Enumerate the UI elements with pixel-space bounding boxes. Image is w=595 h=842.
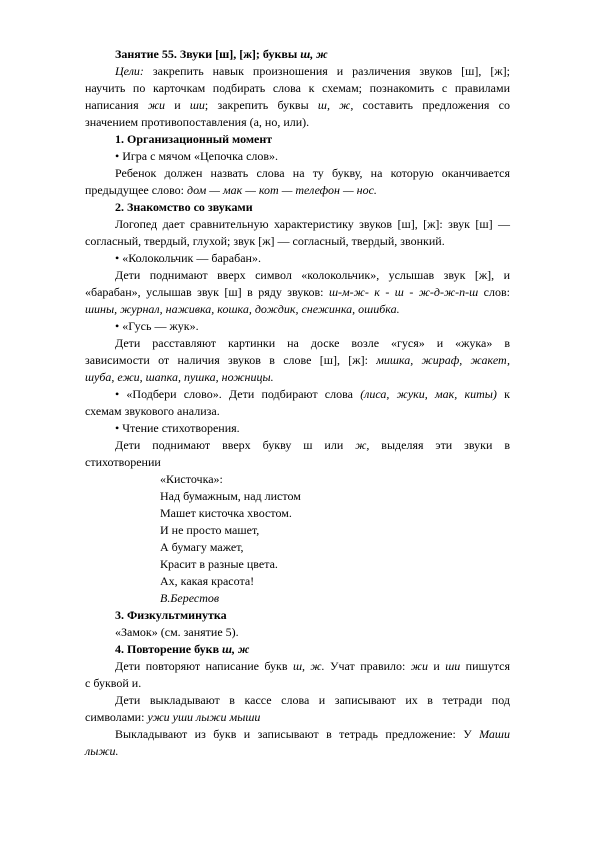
section-2-para-1: Логопед дает сравнительную характеристику звуков [ш], [ж]: звук [ш] — [115, 217, 510, 231]
section-2-heading: 2. Знакомство со звуками [115, 200, 253, 214]
text: «барабан», услышав звук [ш] в ряду звуков: [85, 285, 329, 299]
section-4-para-1 [85, 658, 510, 675]
lesson-content [85, 46, 510, 760]
poem-author: В.Берестов [160, 591, 220, 605]
text: выделяя эти звуки в [369, 438, 510, 452]
section-4-para-6: лыжи. [85, 744, 119, 758]
text: зависимости от наличия звуков в слове [ш], [ж]: [85, 353, 377, 367]
word-list: ужи уши лыжи мыши [147, 710, 261, 724]
text: Дети поднимают вверх букву ш или [115, 438, 356, 452]
text: предыдущее слово: [85, 183, 187, 197]
bullet-pick-word [85, 386, 510, 403]
heading-text: 4. Повторение букв [115, 642, 223, 656]
sound-row: ш-м-ж- к - ш - ж-д-ж-п-ш [328, 285, 479, 299]
section-4-para-4 [85, 709, 510, 726]
word-chain: дом — мак — кот — телефон — нос. [187, 183, 377, 197]
name: Маши [479, 727, 510, 741]
bell-drum-words: шины, журнал, наживка, кошка, дождик, снежинка, ошибка. [85, 302, 400, 316]
text: • «Подбери слово». Дети подбирают слова [115, 387, 361, 401]
section-4-para-5 [85, 726, 510, 743]
lesson-title-letters: ш, ж [300, 47, 328, 61]
text: Дети повторяют написание букв [115, 659, 293, 673]
section-3-heading: 3. Физкультминутка [115, 608, 227, 622]
syllable: ши [445, 659, 461, 673]
bullet-poem-reading: • Чтение стихотворения. [115, 421, 240, 435]
section-1-bullet: • Игра с мячом «Цепочка слов». [115, 149, 279, 163]
goals-line-2: научить по карточкам подбирать слова к схемам; познакомить с правилами [85, 81, 510, 95]
goals-italic: ши [189, 98, 205, 112]
goals-line-3 [85, 97, 510, 114]
bullet-goose-beetle: • «Гусь — жук». [115, 319, 199, 333]
text: символами: [85, 710, 148, 724]
bell-drum-para-2 [85, 284, 510, 301]
section-4-para-3: Дети выкладывают в кассе слова и записывают их в тетради под [115, 693, 510, 707]
poem [160, 471, 510, 607]
poem-reading-para-1 [85, 437, 510, 454]
goals-italic: жи [147, 98, 165, 112]
text: Выкладывают из букв и записывают в тетрадь предложение: У [115, 727, 480, 741]
poem-line: И не просто машет, [160, 523, 260, 537]
goose-beetle-para-1: Дети расставляют картинки на доске возле «гуся» и «жука» в [115, 336, 510, 350]
poem-line: Ах, какая красота! [160, 574, 255, 588]
section-1-para-1: Ребенок должен назвать слова на ту букву, на которую оканчивается [115, 166, 510, 180]
heading-letters: ш, ж [222, 642, 250, 656]
poem-reading-para-2: стихотворении [85, 455, 161, 469]
section-1-para-2 [85, 182, 510, 199]
bullet-bell-drum: • «Колокольчик — барабан». [115, 251, 261, 265]
goals-line-4: значением противопоставления (а, но, или). [85, 115, 310, 129]
goals-text: ; закрепить буквы [204, 98, 318, 112]
goose-beetle-para-2 [85, 352, 510, 369]
word-list: мишка, жираф, жакет, [376, 353, 510, 367]
section-2-para-2: согласный, твердый, глухой; звук [ж] — согласный, твердый, звонкий. [85, 234, 445, 248]
text: и [427, 659, 446, 673]
goals-italic: ш, ж, [317, 98, 354, 112]
syllable: жи [410, 659, 428, 673]
section-4-para-2: с буквой и. [85, 676, 142, 690]
letter: ж, [355, 438, 370, 452]
section-1-heading: 1. Организационный момент [115, 132, 273, 146]
poem-line: Над бумажным, над листом [160, 489, 301, 503]
text: пишутся [460, 659, 510, 673]
goals-text: составить предложения со [353, 98, 510, 112]
section-3-para: «Замок» (см. занятие 5). [115, 625, 239, 639]
poem-line: Машет кисточка хвостом. [160, 506, 292, 520]
poem-line: А бумагу мажет, [160, 540, 244, 554]
goals-text: закрепить навык произношения и различения звуков [ш], [ж]; [143, 64, 510, 78]
goose-beetle-words: шуба, ежи, шапка, пушка, ножницы. [85, 370, 274, 384]
word-list: (лиса, жуки, мак, киты) [360, 387, 497, 401]
text: к [496, 387, 510, 401]
section-4-heading [85, 641, 510, 658]
poem-title: «Кисточка»: [160, 472, 223, 486]
goals-line-1 [85, 63, 510, 80]
pick-word-para-2: схемам звукового анализа. [85, 404, 220, 418]
goals-label: Цели: [115, 64, 144, 78]
text: Учат правило: [324, 659, 411, 673]
bell-drum-para-1: Дети поднимают вверх символ «колокольчик», услышав звук [ж], и [115, 268, 510, 282]
goals-text: написания [85, 98, 148, 112]
goals-text: и [164, 98, 190, 112]
lesson-title [85, 46, 510, 63]
lesson-title-text: Занятие 55. Звуки [ш], [ж]; буквы [115, 47, 301, 61]
poem-line: Красит в разные цвета. [160, 557, 278, 571]
letters: ш, ж. [292, 659, 325, 673]
text: слов: [478, 285, 510, 299]
